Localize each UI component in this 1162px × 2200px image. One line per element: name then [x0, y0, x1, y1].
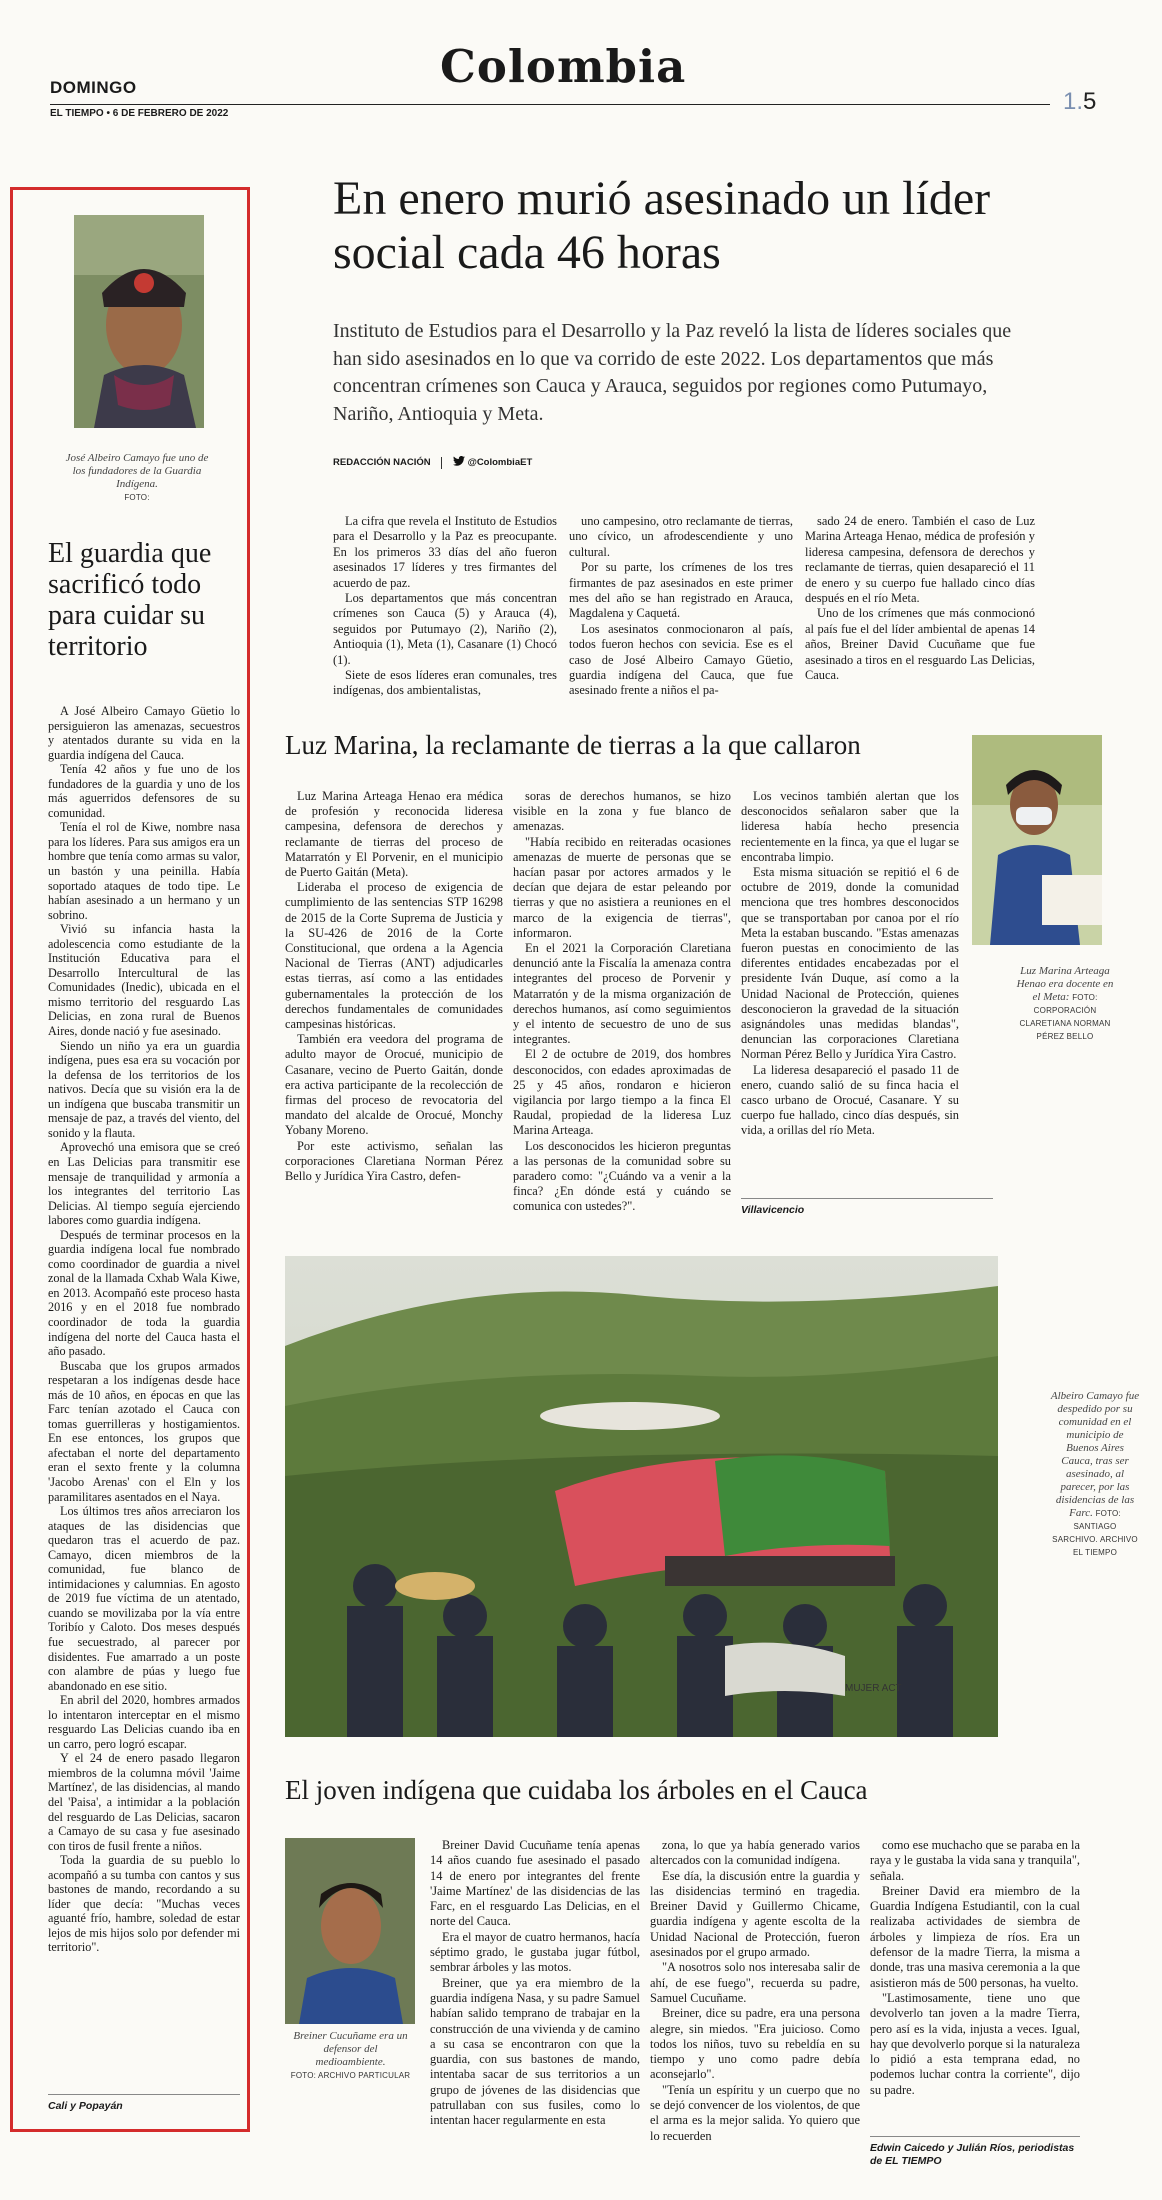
breiner-paragraph: Ese día, la discusión entre la guardia y las disidencias terminó en tragedia. Breiner David y Guillermo Chicame, guardia indígena y agente escolta de la Unidad Nacional de Protección, fueron asesinados por el grupo armado. [650, 1868, 860, 1960]
breiner-col-3 [870, 1838, 1080, 2098]
main-col-3 [805, 514, 1035, 683]
twitter-icon [453, 456, 465, 469]
luz-col-1 [285, 789, 503, 1184]
luz-col-2 [513, 789, 731, 1215]
luz-paragraph: Los vecinos también alertan que los desconocidos señalaron saber que la lideresa había hecho presencia recientemente en la finca, ya que el lugar se encontraba limpio. [741, 789, 959, 864]
main-paragraph: sado 24 de enero. También el caso de Luz Marina Arteaga Henao, médica de profesión y lideresa campesina, defensora de derechos y reclamante de tierras, quien desapareció el 11 de enero y su cuerpo fue hallado cinco días después en el río Meta. [805, 514, 1035, 606]
sidebar-paragraph: Tenía el rol de Kiwe, nombre nasa para los líderes. Para sus amigos era un hombre que tenía como armas su valor, un bastón y una peinilla. Había soportado ataques de todo tipe. Le habían asesinado a un hermano y un sobrino. [48, 820, 240, 922]
page-number-prefix: 1. [1063, 88, 1084, 115]
sidebar-paragraph: Buscaba que los grupos armados respetaran a los indígenas desde hace más de 10 años, en épocas en que las Farc tenían azotado el Cauca con tomas guerrilleras y hostigamientos. En ese entonces, los grupos que afectaban el norte del departamento eran el sexto frente y la columna 'Jacobo Arenas' con el Eln y los paramilitares asentados en el Naya. [48, 1358, 240, 1504]
breiner-sig-rule [870, 2136, 1080, 2137]
byline-text: REDACCIÓN NACIÓN [333, 457, 431, 469]
breiner-col-1 [430, 1838, 640, 2129]
main-paragraph: Los departamentos que más concentran crímenes son Cauca (5) y Arauca (4), seguidos por Putumayo (2), Nariño (2), Antioquia (1), Meta (1), Casanare (1) Chocó (1). [333, 591, 557, 667]
sidebar-sig-rule [48, 2094, 240, 2095]
breiner-paragraph: Breiner David era miembro de la Guardia Indígena Estudiantil, con la cual realizaba actividades de siembra de árboles y limpieza de ríos. Era un defensor de la madre Tierra, la misma a donde, tras una masiva ceremonia a la que asistieron más de 500 personas, ha vuelto. [870, 1883, 1080, 1990]
dateline: EL TIEMPO • 6 DE FEBRERO DE 2022 [50, 108, 229, 119]
page-number-value: 5 [1083, 88, 1097, 115]
breiner-credit: FOTO: ARCHIVO PARTICULAR [290, 2071, 411, 2080]
funeral-photo [285, 1256, 998, 1737]
camayo-caption [58, 452, 216, 504]
breiner-caption-text: Breiner Cucuñame era un defensor del medioambiente. [293, 2030, 408, 2068]
page-number [1063, 88, 1096, 116]
breiner-paragraph: "Lastimosamente, tiene uno que devolverlo tan joven a la madre Tierra, pero así es la vida, injusta a veces. Igual, hay que devolverlo porque si la naturaleza lo pidió a esta temprana edad, no podemos luchar contra la corriente", dijo su padre. [870, 1990, 1080, 2097]
luz-sig-rule [741, 1198, 993, 1199]
breiner-paragraph: como ese muchacho que se paraba en la raya y le gustaba la vida sana y tranquila", señala. [870, 1838, 1080, 1883]
breiner-paragraph: Breiner, dice su padre, era una persona alegre, sin miedos. "Era juicioso. Como todos los niños, tuvo su rebeldía en su tiempo y uno como padre debía aconsejarlo". [650, 2006, 860, 2082]
camayo-photo [74, 215, 204, 428]
breiner-paragraph: zona, lo que ya había generado varios altercados con la comunidad indígena. [650, 1838, 860, 1868]
breiner-title: El joven indígena que cuidaba los árboles en el Cauca [285, 1775, 868, 1805]
sidebar-paragraph: Vivió su infancia hasta la adolescencia como estudiante de la Institución Educativa para el Desarrollo Intercultural de las Comunidades (Inedic), ubicada en el mismo territorio del resguardo Las Delicias, en zona rural de Buenos Aires, donde nació y fue asesinado. [48, 922, 240, 1039]
sidebar-paragraph: Después de terminar procesos en la guardia indígena local fue nombrado como coordinador de guardia a nivel zonal de la llamada Cxhab Wala Kiwe, en 2013. Acompañó este proceso hasta 2016 y en el 2018 fue nombrado coordinador de toda la guardia indígena del norte del Cauca hasta el año pasado. [48, 1227, 240, 1359]
luz-col-3 [741, 789, 959, 1139]
sidebar-paragraph: Y el 24 de enero pasado llegaron miembros de la columna móvil 'Jaime Martínez', de las disidencias, al mando del 'Paisa', a intimidar a la población del resguardo de Las Delicias, sacaron a Camayo de su casa y fue asesinado con tiros de fusil frente a niños. [48, 1751, 240, 1853]
coffin-text: MUJER ACT [845, 1683, 902, 1694]
byline [333, 456, 532, 469]
breiner-col-2 [650, 1838, 860, 2144]
sidebar-title: El guardia que sacrificó todo para cuidar su territorio [48, 538, 212, 662]
breiner-photo [285, 1838, 415, 2024]
luz-credit: FOTO: CORPORACIÓN CLARETIANA NORMAN PÉREZ BELLO [1019, 993, 1111, 1041]
luz-paragraph: Luz Marina Arteaga Henao era médica de profesión y reconocida lideresa campesina, defensora de derechos y reclamante de tierras del proceso de Matarratón y El Porvenir, en el municipio de Puerto Gaitán (Meta). [285, 789, 503, 880]
breiner-paragraph: "Tenía un espíritu y un cuerpo que no se dejó convencer de los violentos, de que el arma es la mejor salida. Yo quiero que lo recuerden [650, 2082, 860, 2143]
luz-paragraph: En el 2021 la Corporación Claretiana denunció ante la Fiscalía la amenaza contra integrantes del proceso de Porvenir y Matarratón y de la misma organización de derechos humanos, así como seguimientos y el intento de secuestro de uno de sus integrantes. [513, 941, 731, 1047]
twitter-handle: @ColombiaET [467, 457, 533, 469]
main-paragraph: Los asesinatos conmocionaron al país, todos fueron hechos con sevicia. Ese es el caso de José Albeiro Camayo Güetio, guardia indígena del Cauca, que fue asesinado frente a niños el pa- [569, 621, 793, 698]
main-headline: En enero murió asesinado un líder social cada 46 horas [333, 172, 991, 279]
luz-title: Luz Marina, la reclamante de tierras a la que callaron [285, 730, 861, 760]
breiner-paragraph: Breiner, que ya era miembro de la guardia indígena Nasa, y su padre Samuel habían salido temprano de trabajar en la construcción de una vivienda y de camino a su casa se encontraron con que la guardia, con sus bastones de mando, intentaba sacar de sus territorios a un grupo de jóvenes de las disidencias que patrullaban con sus fusiles, como lo intentan hacer regularmente en esta [430, 1975, 640, 2128]
luz-caption [1015, 965, 1115, 1043]
luz-paragraph: El 2 de octubre de 2019, dos hombres desconocidos, con edades aproximadas de 25 y 45 años, rondaron e hicieron vigilancia por largo tiempo a la finca El Raudal, propiedad de la lideresa Luz Marina Arteaga. [513, 1047, 731, 1138]
luz-paragraph: También era veedora del programa de adulto mayor de Orocué, municipio de Casanare, vecino de Puerto Gaitán, donde era activa participante de la recolección de firmas del proceso de revocatoria del mandato del alcalde de Orocué, Monchy Yobany Moreno. [285, 1032, 503, 1138]
day-label: DOMINGO [50, 78, 137, 97]
luz-paragraph: Esta misma situación se repitió el 6 de octubre de 2019, donde la comunidad menciona que tres hombres desconocidos que se transportaban por canoa por el río Meta la estaban buscando. "Estas amenazas fueron puestas en conocimiento de las diferentes entidades encabezadas por el presidente Iván Duque, así como a la Unidad Nacional de Protección, quienes desconocieron la gravedad de la situación asignándoles unas medidas blandas", denuncian las corporaciones Claretiana Norman Pérez Bello y Jurídica Yira Castro. [741, 865, 959, 1062]
main-paragraph: Siete de esos líderes eran comunales, tres indígenas, dos ambientalistas, [333, 668, 557, 698]
luz-caption-text: Luz Marina Arteaga Henao era docente en el Meta: [1016, 965, 1114, 1003]
breiner-paragraph: Breiner David Cucuñame tenía apenas 14 años cuando fue asesinado el pasado 14 de enero por integrantes del frente 'Jaime Martínez' de las disidencias de las Farc, en el resguardo Las Delicias, en el norte del Cauca. [430, 1838, 640, 1929]
sidebar-signature: Cali y Popayán [48, 2100, 123, 2112]
section-title: Colombia [440, 40, 687, 93]
sidebar-body [48, 704, 240, 1955]
luz-paragraph: soras de derechos humanos, se hizo visible en la zona y fue blanco de amenazas. [513, 789, 731, 834]
main-col-2 [569, 514, 793, 699]
luz-signature: Villavicencio [741, 1204, 805, 1216]
main-col-1 [333, 514, 557, 699]
breiner-paragraph: "A nosotros solo nos interesaba salir de ahí, de ese fuego", recuerda su padre, Samuel Cucuñame. [650, 1960, 860, 2005]
main-paragraph: La cifra que revela el Instituto de Estudios para el Desarrollo y la Paz es preocupante. En los primeros 33 días del año fueron asesinados 17 líderes y tres firmantes del acuerdo de paz. [333, 514, 557, 590]
sidebar-paragraph: Tenía 42 años y fue uno de los fundadores de la guardia y uno de los más aguerridos defensores de su comunidad. [48, 762, 240, 820]
luz-paragraph: La lideresa desapareció el pasado 11 de enero, cuando salió de su finca hacia el casco urbano de Orocué, Casanare. Y su cuerpo fue hallado, cinco días después, sin vida, a orillas del río Meta. [741, 1062, 959, 1138]
luz-paragraph: Los desconocidos les hicieron preguntas a las personas de la comunidad sobre su paradero como: "¿Cuándo va a venir a la finca? ¿En dónde está y cuándo se comunica con ustedes?". [513, 1138, 731, 1214]
main-paragraph: Uno de los crímenes que más conmocionó al país fue el del líder ambiental de apenas 14 años, Breiner David Cucuñame que fue asesinado a tiros en el resguardo Las Delicias, Cauca. [805, 606, 1035, 683]
luz-paragraph: Lideraba el proceso de exigencia de cumplimiento de las sentencias STP 16298 de 2015 de la Corte Suprema de Justicia y la SU-426 de 2016 de la Corte Constitucional, que ordena a la Agencia Nacional de Tierras (ANT) adjudicarles estas tierras, así como a las entidades gubernamentales la protección de los derechos fundamentales de comunidades campesinas históricas. [285, 880, 503, 1032]
main-paragraph: Por su parte, los crímenes de los tres firmantes de paz asesinados en este primer mes del año se han registrado en Arauca, Magdalena y Caquetá. [569, 560, 793, 621]
sidebar-paragraph: En abril del 2020, hombres armados lo intentaron interceptar en el mismo resguardo Las Delicias cuando iba en un carro, pero logró escapar. [48, 1693, 240, 1751]
camayo-caption-text: José Albeiro Camayo fue uno de los fundadores de la Guardia Indígena. [65, 452, 209, 490]
big-photo-credit: FOTO: SANTIAGO SARCHIVO. ARCHIVO EL TIEMPO [1052, 1509, 1138, 1557]
big-photo-caption [1050, 1390, 1140, 1559]
byline-divider [441, 457, 442, 469]
luz-paragraph: "Había recibido en reiteradas ocasiones amenazas de muerte de personas que se hacían pasar por actores armados y le decían que dejara de estar peleando por tierras y que no asistiera a reuniones en el marco de la exigencia de tierras", informaron. [513, 834, 731, 940]
luz-photo [972, 735, 1102, 945]
sidebar-paragraph: Aprovechó una emisora que se creó en Las Delicias para transmitir ese mensaje de tranquilidad y armonía a los integrantes del territorio Las Delicias. Al tiempo seguía ejerciendo labores como guardia indígena. [48, 1140, 240, 1228]
sidebar-paragraph: Toda la guardia de su pueblo lo acompañó a su tumba con cantos y sus bastones de mando, recordando a su líder que decía: "Muchas veces aguanté frío, hambre, soledad de estar lejos de mis hijos solo por defender mi territorio". [48, 1853, 240, 1955]
luz-paragraph: Por este activismo, señalan las corporaciones Claretiana Norman Pérez Bello y Jurídica Yira Castro, defen- [285, 1138, 503, 1184]
camayo-credit: FOTO: [124, 493, 150, 502]
breiner-paragraph: Era el mayor de cuatro hermanos, hacía séptimo grado, le gustaba jugar fútbol, sembrar árboles y las motos. [430, 1929, 640, 1975]
header-rule [50, 104, 1050, 105]
breiner-signature: Edwin Caicedo y Julián Ríos, periodistas de EL TIEMPO [870, 2142, 1075, 2167]
main-deck: Instituto de Estudios para el Desarrollo y la Paz reveló la lista de líderes sociales que han sido asesinados en lo que va corrido de este 2022. Los departamentos que más concentran crímenes son Cauca y Arauca, seguidos por regiones como Putumayo, Nariño, Antioquia y Meta. [333, 320, 1012, 425]
breiner-caption [288, 2030, 413, 2082]
big-photo-caption-text: Albeiro Camayo fue despedido por su comunidad en el municipio de Buenos Aires Cauca, tras ser asesinado, al parecer, por las disidencias de las Farc. [1050, 1390, 1140, 1519]
sidebar-paragraph: Siendo un niño ya era un guardia indígena, pues esa era su vocación por la defensa de los territorios de los nativos. Decía que su visión era la de un indígena que buscaba transmitir un mensaje de paz, a través del viento, del sonido y la flauta. [48, 1038, 240, 1140]
sidebar-paragraph: A José Albeiro Camayo Güetio lo persiguieron las amenazas, secuestros y atentados durante su vida en la guardia indígena del Cauca. [48, 704, 240, 762]
main-paragraph: uno campesino, otro reclamante de tierras, uno cívico, un afrodescendiente y uno cultural. [569, 514, 793, 559]
sidebar-paragraph: Los últimos tres años arreciaron los ataques de las disidencias que quedaron tras el acuerdo de paz. Camayo, dicen miembros de la comunidad, fue blanco de intimidaciones y calumnias. En agosto de 2019 fue víctima de un atentado, cuando se movilizaba por la vía entre Toribío y Caloto. Dos meses después fue secuestrado, al parecer por disidentes. Fue amarrado a un poste con alambre de púas y luego fue abandonado en ese sitio. [48, 1504, 240, 1693]
